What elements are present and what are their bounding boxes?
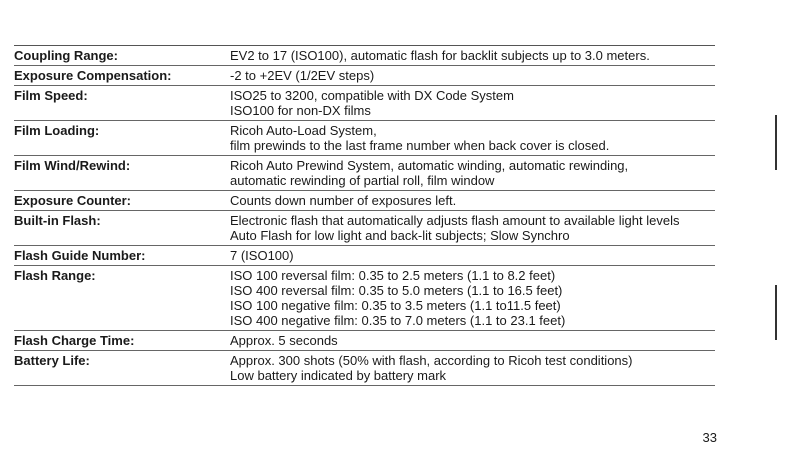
spec-row-built-in-flash [14,211,715,246]
spec-label: Built-in Flash: [14,213,101,228]
spec-value-line: Low battery indicated by battery mark [230,368,447,383]
spec-table [14,45,715,386]
spec-value-line: Approx. 5 seconds [230,333,338,348]
spec-values [230,192,715,208]
spec-value-line: Ricoh Auto-Load System, [230,123,377,138]
spec-value-line: Electronic flash that automatically adjusts flash amount to available light levels [230,213,680,228]
spec-value-line: ISO 100 reversal film: 0.35 to 2.5 meters (1.1 to 8.2 feet) [230,268,556,283]
spec-row-coupling-range [14,46,715,66]
spec-values [230,247,715,263]
spec-label: Flash Charge Time: [14,333,135,348]
spec-row-film-loading [14,121,715,156]
spec-value-line: Counts down number of exposures left. [230,193,457,208]
spec-label: Exposure Compensation: [14,68,172,83]
spec-values [230,157,715,188]
spec-value-line: ISO25 to 3200, compatible with DX Code System [230,88,514,103]
spec-label: Flash Guide Number: [14,248,146,263]
spec-value-line: ISO100 for non-DX films [230,103,371,118]
spec-row-exposure-compensation [14,66,715,86]
spec-value-line: automatic rewinding of partial roll, film window [230,173,495,188]
spec-values [230,212,715,243]
spec-value-line: Ricoh Auto Prewind System, automatic winding, automatic rewinding, [230,158,629,173]
spec-label: Film Speed: [14,88,88,103]
spec-label: Exposure Counter: [14,193,132,208]
margin-mark [775,115,777,170]
spec-values [230,67,715,83]
spec-values [230,47,715,63]
spec-label: Battery Life: [14,353,90,368]
page-number: 33 [702,430,717,445]
spec-values [230,87,715,118]
spec-row-flash-guide-number [14,246,715,266]
spec-row-flash-range [14,266,715,331]
spec-value-line: Auto Flash for low light and back-lit subjects; Slow Synchro [230,228,570,243]
spec-value-line: ISO 100 negative film: 0.35 to 3.5 meters (1.1 to11.5 feet) [230,298,561,313]
spec-label: Film Wind/Rewind: [14,158,131,173]
spec-value-line: -2 to +2EV (1/2EV steps) [230,68,375,83]
margin-mark [775,285,777,340]
spec-row-battery-life [14,351,715,386]
spec-row-exposure-counter [14,191,715,211]
spec-value-line: ISO 400 reversal film: 0.35 to 5.0 meters (1.1 to 16.5 feet) [230,283,563,298]
spec-values [230,352,715,383]
spec-label: Film Loading: [14,123,100,138]
spec-row-flash-charge-time [14,331,715,351]
spec-value-line: 7 (ISO100) [230,248,294,263]
spec-value-line: EV2 to 17 (ISO100), automatic flash for backlit subjects up to 3.0 meters. [230,48,650,63]
spec-values [230,332,715,348]
spec-value-line: film prewinds to the last frame number when back cover is closed. [230,138,610,153]
spec-value-line: ISO 400 negative film: 0.35 to 7.0 meters (1.1 to 23.1 feet) [230,313,566,328]
spec-values [230,267,715,328]
spec-row-film-wind-rewind [14,156,715,191]
spec-row-film-speed [14,86,715,121]
spec-values [230,122,715,153]
spec-label: Coupling Range: [14,48,118,63]
spec-value-line: Approx. 300 shots (50% with flash, according to Ricoh test conditions) [230,353,633,368]
spec-label: Flash Range: [14,268,96,283]
